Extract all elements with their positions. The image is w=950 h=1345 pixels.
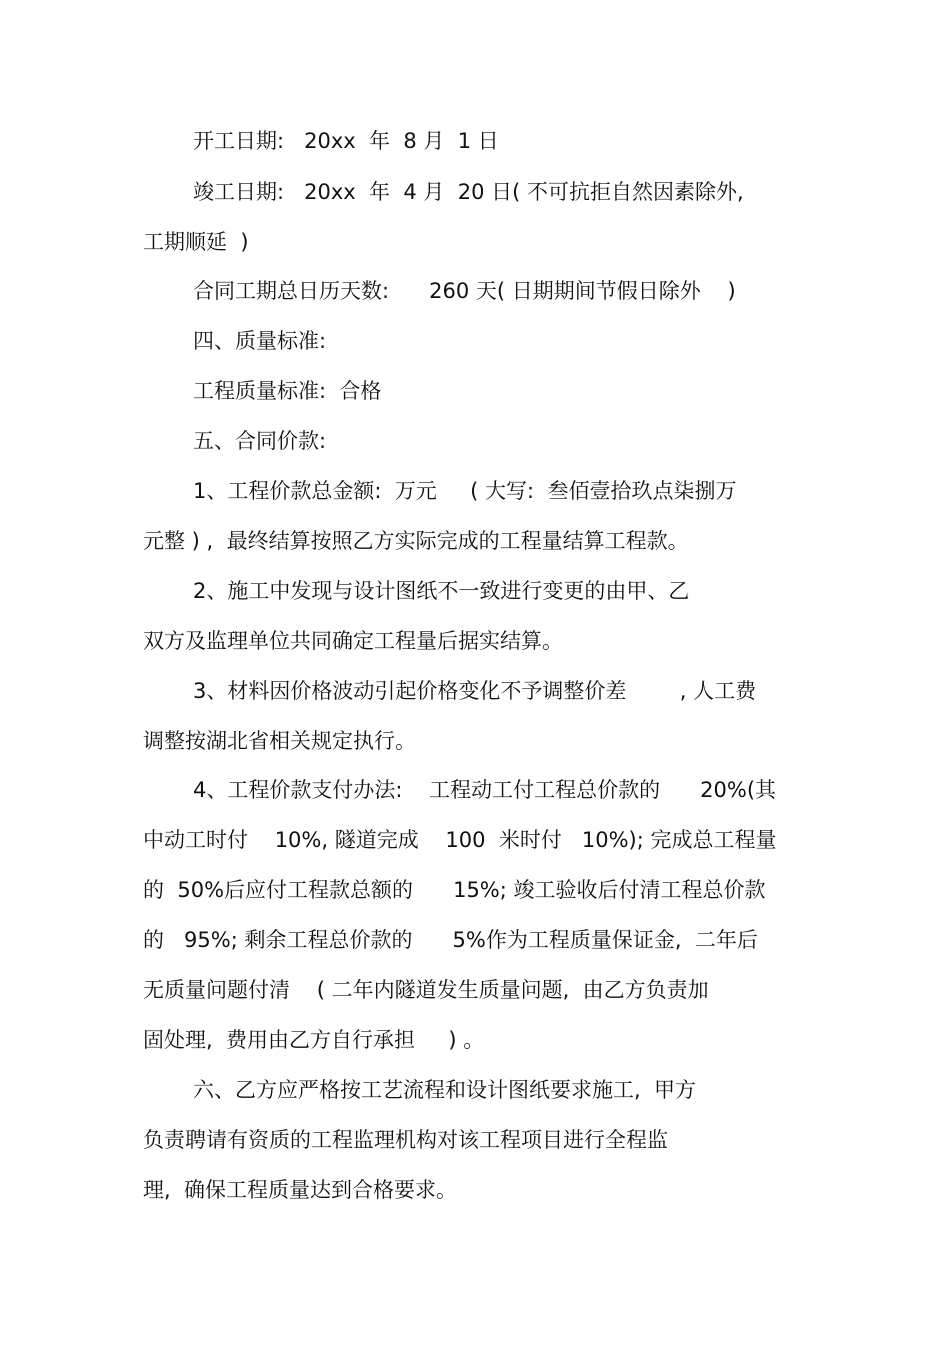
price-item-4-cont-5: 固处理, 费用由乙方自行承担 ) 。 <box>143 1028 485 1052</box>
price-item-1-cont: 元整 ) , 最终结算按照乙方实际完成的工程量结算工程款。 <box>143 529 689 553</box>
total-days-line: 合同工期总日历天数: 260 天( 日期期间节假日除外 ) <box>193 279 736 303</box>
price-item-4-cont-2: 的 50%后应付工程款总额的 15%; 竣工验收后付清工程总价款 <box>143 878 766 902</box>
price-item-4-cont-4: 无质量问题付清 ( 二年内隧道发生质量问题, 由乙方负责加 <box>143 978 709 1002</box>
section-six-cont-2: 理, 确保工程质量达到合格要求。 <box>143 1178 458 1202</box>
price-item-2-cont: 双方及监理单位共同确定工程量后据实结算。 <box>143 629 563 653</box>
price-item-1: 1、工程价款总金额: 万元 ( 大写: 叁佰壹拾玖点柒捌万 <box>193 479 737 503</box>
price-item-4-cont-1: 中动工时付 10%, 隧道完成 100 米时付 10%); 完成总工程量 <box>143 828 777 852</box>
quality-standard-line: 工程质量标准: 合格 <box>193 379 382 403</box>
section-heading-quality: 四、质量标准: <box>193 329 327 353</box>
price-item-3: 3、材料因价格波动引起价格变化不予调整价差 , 人工费 <box>193 679 757 703</box>
section-six: 六、乙方应严格按工艺流程和设计图纸要求施工, 甲方 <box>193 1078 697 1102</box>
section-heading-price: 五、合同价款: <box>193 429 327 453</box>
completion-date-line: 竣工日期: 20xx 年 4 月 20 日( 不可抗拒自然因素除外, <box>193 180 744 204</box>
section-six-cont-1: 负责聘请有资质的工程监理机构对该工程项目进行全程监 <box>143 1128 668 1152</box>
price-item-2: 2、施工中发现与设计图纸不一致进行变更的由甲、乙 <box>193 579 690 603</box>
price-item-3-cont: 调整按湖北省相关规定执行。 <box>143 729 416 753</box>
completion-date-line-cont: 工期顺延 ) <box>143 230 249 254</box>
price-item-4: 4、工程价款支付办法: 工程动工付工程总价款的 20%(其 <box>193 778 777 802</box>
start-date-line: 开工日期: 20xx 年 8 月 1 日 <box>193 129 499 153</box>
price-item-4-cont-3: 的 95%; 剩余工程总价款的 5%作为工程质量保证金, 二年后 <box>143 928 758 952</box>
